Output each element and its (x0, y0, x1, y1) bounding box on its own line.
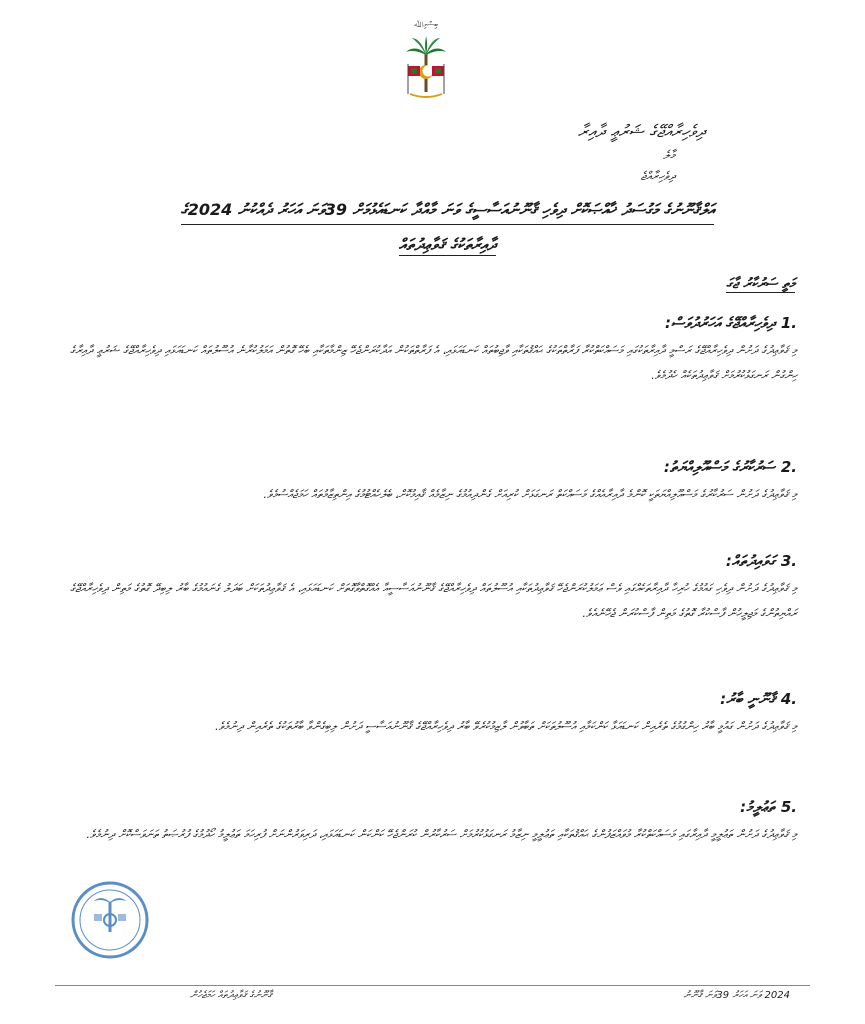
section-body: މި ޤަވާޢިދުގެ ދަށުން ދިވެހި ގައުމުގެ ހުރިހާ ދާއިރާތަކެއްގައި ވެސް ޢަމަލުކުރަންޖެހޭ ޤަވާޢިދުތަކާއި އުސޫލުތައް ދިވެހިރާއްޖޭގެ ޤާނޫނުއަސާސީއާ އެއްގޮތްވާގޮތަށް ކަނޑައަޅައި، އެ ޤަވާޢިދުތަކަށް ބަދަލު ގެނައުމުގެ ބާރު ލިބިދޭ ގޮތުގެ މަތިން ދިވެހިރާއްޖޭގެ ރައްޔިތުންގެ މަޖިލީހުން ފާސްކުރާ ގޮތުގެ މަތިން ފާސްކުރަން ޖެހޭނެއެވެ. (70, 581, 797, 620)
document-title (90, 200, 805, 256)
section-body: މި ޤަވާޢިދުގެ ދަށުން ތަޢުލީމީ ދާއިރާގައި މަސައްކަތްކުރާ މުވައްޒަފުންގެ ޙައްޤުތަކާއި ތަޢުލީމީ ނިޒާމު ރަނގަޅުކުރުމަށް ސަރުކާރުން ކުރަންޖެހޭ ކަންކަން ކަނޑައަޅައި، ދަރިވަރުންނަށް ފުރިހަމަ ތަޢުލީމު ހޯދުމުގެ ފުރުޞަތު ތަނަވަސްކޮށް ދިނުމެވެ. (86, 827, 797, 841)
addressee-block (578, 122, 705, 184)
section-title: ތަޢުލީމު: (740, 798, 775, 816)
section-4 (70, 690, 797, 739)
section-body: މި ޤަވާޢިދުގެ ދަށުން ދިވެހިރާއްޖޭގެ ރަސްމީ ދާއިރާތަކުގައި މަސައްކަތްކުރާ ފަރާތްތަކުގެ ޙައްޤުތަކާއި ވާޖިބުތައް ކަނޑައަޅައި، އެ ފަރާތްތަކުން އަދާކުރަންޖެހޭ ޒިންމާތަކާއި ބެހޭ ގޮތުން އަމަލުކުރާނެ އުސޫލުތައް ކަނޑައަޅައި ދިވެހިރާއްޖޭގެ ޝަރުޢީ ދާއިރާގެ ހިންގުން ރަނގަޅުކުރުމަށް ޤަވާޢިދުތަކެއް ހެދުމެވެ. (70, 343, 797, 382)
addressee-line1: ދިވެހިރާއްޖޭގެ ޝަރުޢީ ދާއިރާ (577, 122, 705, 142)
addressee-line2: މާލެ (663, 148, 675, 162)
official-seal-icon (70, 880, 150, 960)
section-heading (70, 458, 797, 476)
section-number: 1. (780, 314, 797, 332)
section-heading (70, 552, 797, 570)
footer-right-text: 2024 ވަނަ އަހަރު 39ވަނަ ޤާނޫނު (683, 990, 790, 1001)
section-heading (70, 798, 797, 816)
title-line1: އަލްޤާނޫނުގެ މަގުސަދު ޚާއްޞަކޮށް ދިވެހި ޤާނޫނުއަސާސީގެ ވަނަ މާއްދާ ކަނޑައެޅުމަށް 39ވަނަ އަހަރު ދެއްކުނު 2024ގެ (181, 200, 715, 225)
section-number: 2. (780, 458, 797, 476)
section-3 (70, 552, 797, 626)
section-2 (70, 458, 797, 507)
header-emblem-block (398, 20, 454, 110)
section-heading (70, 690, 797, 708)
section-1 (70, 314, 797, 388)
footer-left-text: ޤާނޫނުގެ ޤަވާޢިދުތައް ހަމަޖެހުން (190, 990, 272, 1001)
subject-heading: މަތީ ސަރުކާރު ޖާގަ (726, 276, 795, 292)
section-5 (70, 798, 797, 847)
footer-divider (55, 985, 810, 986)
addressee-line3: ދިވެހިރާއްޖެ (640, 169, 675, 183)
section-title: ގަވައިދުތައް: (725, 552, 775, 570)
title-line2: ދާއިރާތަކުގެ ޤަވާޢިދުތައް (398, 235, 497, 254)
section-number: 4. (780, 690, 797, 708)
section-title: ސަރުކާރުގެ މަސްއޫލިއްޔަތު: (663, 458, 775, 476)
section-heading (70, 314, 797, 332)
maldives-state-emblem-icon (404, 36, 448, 102)
section-number: 3. (780, 552, 797, 570)
section-title: ދިވެހިރާއްޖޭގެ އަހަރުދުވަސް: (665, 314, 775, 332)
section-number: 5. (780, 798, 797, 816)
section-body: މި ޤަވާޢިދުގެ ދަށުން ސަރުކާރުގެ މަސްއޫލިއްޔަތަކީ ކޮންމެ ދާއިރާއެއްގެ މަސައްކަތް ރަނގަޅަށް ކުރިއަށް ގެންދިއުމުގެ ނިޒާމެއް ޤާއިމުކޮށް، ބެލެހެއްޓުމުގެ އިންތިޒާމުތައް ހަމަޖެއްސުމެވެ. (263, 487, 797, 501)
bismillah-text: ބިސްމިﷲ (414, 20, 438, 29)
section-body: މި ޤަވާޢިދުގެ ދަށުން ގައުމީ ބާރު ހިންގުމުގެ ތެރެއިން ކަނޑައަޅާ ކަންކަމާއި އުސޫލުތަކަށް ތަބާވުން ލާޒިމުކުރެވޭ ބާރު ދިވެހިރާއްޖޭގެ ޤާނޫނުއަސާސީ ދަށުން ލިބިގެންވާ ބާރުތަކުގެ ތެރެއިން ދިނުމެވެ. (214, 719, 797, 733)
section-title: ޤާނޫނީ ބާރު: (720, 690, 775, 708)
